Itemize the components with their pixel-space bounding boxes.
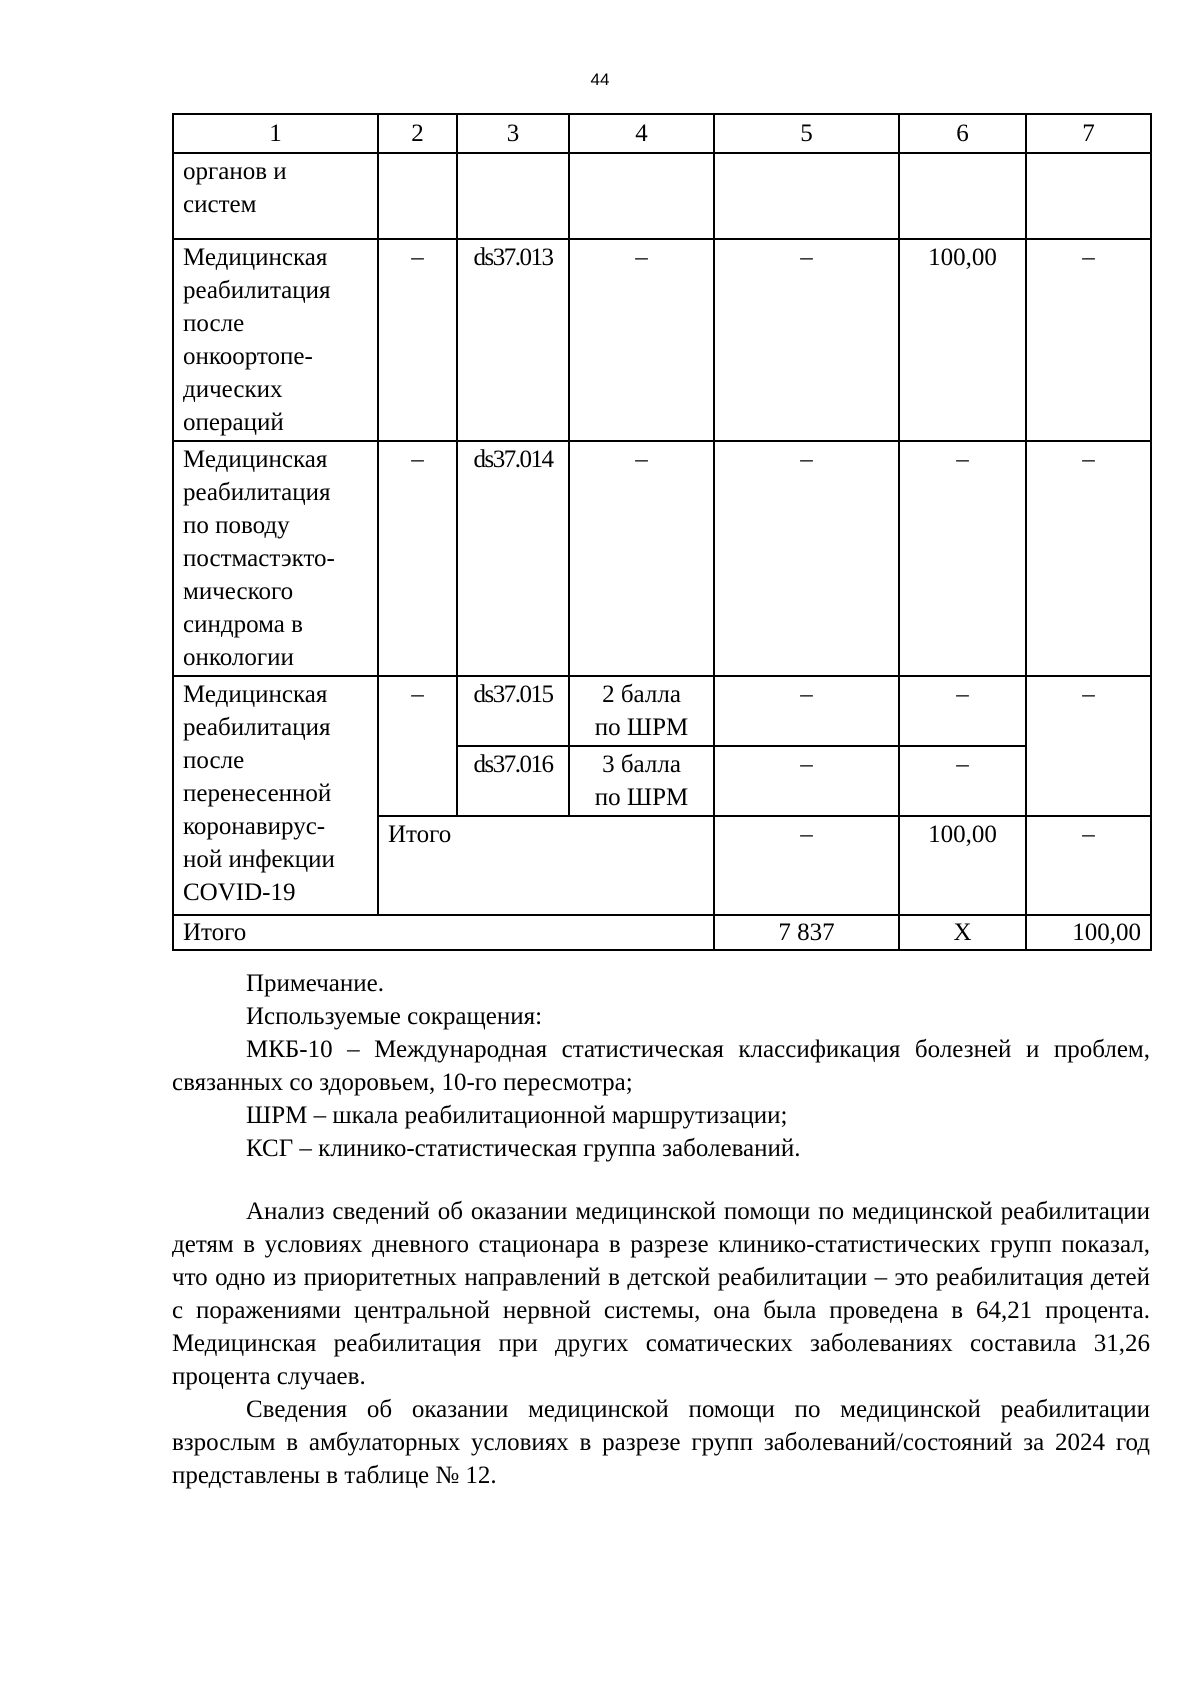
cell-code: ds37.015 bbox=[457, 676, 569, 746]
header-cell: 4 bbox=[569, 114, 714, 153]
cell-code: ds37.013 bbox=[457, 239, 569, 441]
cell-col7: – bbox=[1026, 816, 1151, 915]
cell-col2: – bbox=[378, 441, 457, 676]
abbr-ksg: КСГ – клинико-статистическая группа заболеваний. bbox=[246, 1135, 801, 1162]
cell-col5: – bbox=[714, 676, 899, 746]
total-col6: X bbox=[899, 915, 1026, 950]
page-number: 44 bbox=[590, 70, 610, 89]
total-label: Итого bbox=[173, 915, 714, 950]
row-name: органов и систем bbox=[173, 153, 378, 239]
row-name: Медицинская реабилитация после перенесенной коронавирус- ной инфекции COVID-19 bbox=[173, 676, 378, 915]
table-row bbox=[173, 676, 1151, 746]
cell-col6: – bbox=[899, 676, 1026, 746]
cell-col6: – bbox=[899, 441, 1026, 676]
cell-col4: 2 балла по ШРМ bbox=[569, 676, 714, 746]
cell-col5: – bbox=[714, 746, 899, 816]
header-cell: 5 bbox=[714, 114, 899, 153]
paragraph-analysis: Анализ сведений об оказании медицинской помощи по медицинской реабилитации детям в условиях дневного стационара в разрезе клинико-статистических групп показал, что одно из приоритетных направлений в детской реабилитации – это реабилитация детей с поражениями центральной нервной системы, она была проведена в 64,21 процента. Медицинская реабилитация при других соматических заболеваниях составила 31,26 процента случаев. bbox=[172, 1198, 1150, 1390]
total-col7: 100,00 bbox=[1026, 915, 1151, 950]
cell-col5: – bbox=[714, 441, 899, 676]
header-cell: 7 bbox=[1026, 114, 1151, 153]
row-name: Медицинская реабилитация по поводу постмастэкто- мического синдрома в онкологии bbox=[173, 441, 378, 676]
cell-col6: – bbox=[899, 746, 1026, 816]
cell-col7: – bbox=[1026, 676, 1151, 816]
table-row bbox=[173, 153, 1151, 239]
notes-section bbox=[172, 967, 1150, 1165]
total-row bbox=[173, 915, 1151, 950]
header-cell: 6 bbox=[899, 114, 1026, 153]
cell-col7: – bbox=[1026, 441, 1151, 676]
note-title: Примечание. bbox=[246, 970, 385, 997]
table-header-row bbox=[173, 114, 1151, 153]
cell-code: ds37.016 bbox=[457, 746, 569, 816]
abbr-title: Используемые сокращения: bbox=[246, 1003, 543, 1030]
cell-col2: – bbox=[378, 239, 457, 441]
subtotal-label: Итого bbox=[378, 816, 714, 915]
abbr-mkb: МКБ-10 – Международная статистическая классификация болезней и проблем, связанных со здоровьем, 10-го пересмотра; bbox=[172, 1036, 1150, 1096]
header-cell: 2 bbox=[378, 114, 457, 153]
cell-col4: – bbox=[569, 441, 714, 676]
header-cell: 3 bbox=[457, 114, 569, 153]
cell-col5: – bbox=[714, 239, 899, 441]
table-row bbox=[173, 239, 1151, 441]
paragraph-reference: Сведения об оказании медицинской помощи по медицинской реабилитации взрослым в амбулаторных условиях в разрезе групп заболеваний/состояний за 2024 год представлены в таблице № 12. bbox=[172, 1396, 1150, 1489]
abbr-shrm: ШРМ – шкала реабилитационной маршрутизации; bbox=[246, 1102, 788, 1129]
body-text bbox=[172, 1195, 1150, 1492]
row-name: Медицинская реабилитация после онкоортопе- дических операций bbox=[173, 239, 378, 441]
cell-col5: – bbox=[714, 816, 899, 915]
cell-col7: – bbox=[1026, 239, 1151, 441]
cell-col2: – bbox=[378, 676, 457, 816]
cell-code: ds37.014 bbox=[457, 441, 569, 676]
cell-col6: 100,00 bbox=[899, 816, 1026, 915]
cell-col6: 100,00 bbox=[899, 239, 1026, 441]
cell-col4: – bbox=[569, 239, 714, 441]
table-row bbox=[173, 441, 1151, 676]
total-col5: 7 837 bbox=[714, 915, 899, 950]
cell-col4: 3 балла по ШРМ bbox=[569, 746, 714, 816]
rehab-table bbox=[172, 113, 1152, 951]
header-cell: 1 bbox=[173, 114, 378, 153]
